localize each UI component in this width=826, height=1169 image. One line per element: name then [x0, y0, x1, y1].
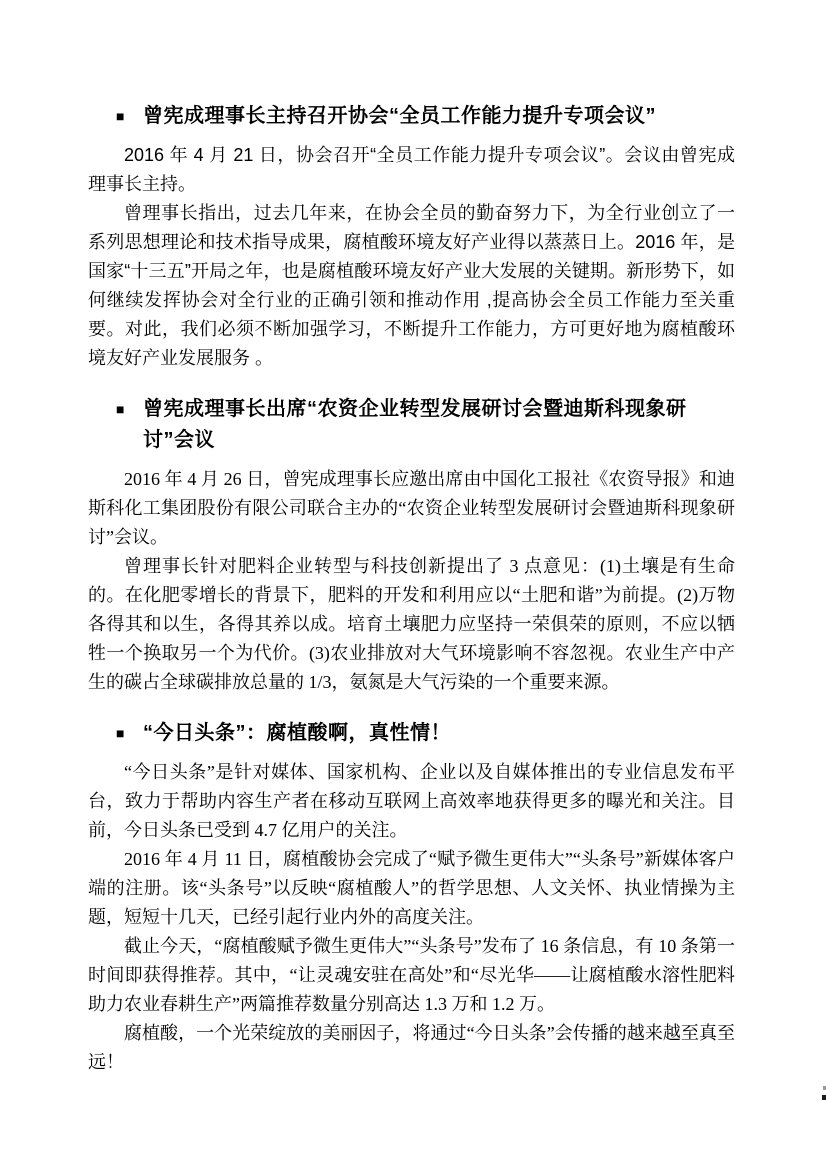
paragraph: 曾理事长指出，过去几年来，在协会全员的勤奋努力下，为全行业创立了一系列思想理论和技术指导成果，腐植酸环境友好产业得以蒸蒸日上。2016 年，是国家“十三五”开局之年，也是腐植酸环境友好产业大发展的关键期。新形势下，如何继续发挥协会对全行业的正确引领和推动作用 ,提高协会全员工作能力至关重要。对此，我们必须不断加强学习，不断提升工作能力，方可更好地为腐植酸环境友好产业发展服务 。 [88, 203, 735, 368]
paragraph: 2016 年 4 月 21 日，协会召开“全员工作能力提升专项会议”。会议由曾宪成理事长主持。 [88, 145, 735, 194]
paragraph: 曾理事长针对肥料企业转型与科技创新提出了 3 点意见：(1)土壤是有生命的。在化肥零增长的背景下，肥料的开发和利用应以“土肥和谐”为前提。(2)万物各得其和以生，各得其养以成。培育土壤肥力应坚持一荣俱荣的原则，不应以牺牲一个换取另一个为代价。(3)农业排放对大气环境影响不容忽视。农业生产中产生的碳占全球碳排放总量的 1/3，氨氮是大气污染的一个重要来源。 [88, 556, 735, 692]
section-heading [88, 101, 735, 132]
section-work-capability-meeting [88, 101, 735, 373]
paragraph: 2016 年 4 月 26 日，曾宪成理事长应邀出席由中国化工报社《农资导报》和迪斯科化工集团股份有限公司联合主办的“农资企业转型发展研讨会暨迪斯科现象研讨”会议。 [88, 469, 735, 547]
square-bullet-icon: ■ [116, 108, 125, 124]
paragraph: 截止今天，“腐植酸赋予微生更伟大”“头条号”发布了 16 条信息，有 10 条第一时间即获得推荐。其中，“让灵魂安驻在高处”和“尽光华——让腐植酸水溶性肥料助力农业春耕生产”两篇推荐数量分别高达 1.3 万和 1.2 万。 [88, 936, 735, 1014]
section-title: 曾宪成理事长出席“农资企业转型发展研讨会暨迪斯科现象研讨”会议 [143, 398, 687, 451]
section-heading [88, 718, 735, 749]
section-title: “今日头条”：腐植酸啊，真性情！ [143, 722, 451, 744]
scan-artifact [822, 1095, 826, 1100]
section-heading [88, 394, 735, 456]
paragraph: 2016 年 4 月 11 日，腐植酸协会完成了“赋予微生更伟大”“头条号”新媒体客户端的注册。该“头条号”以反映“腐植酸人”的哲学思想、人文关怀、执业情操为主题，短短十几天，已经引起行业内外的高度关注。 [88, 849, 735, 927]
paragraph: “今日头条”是针对媒体、国家机构、企业以及自媒体推出的专业信息发布平台，致力于帮助内容生产者在移动互联网上高效率地获得更多的曝光和关注。目前，今日头条已受到 4.7 亿用户的关注。 [88, 762, 735, 840]
square-bullet-icon: ■ [116, 401, 125, 417]
square-bullet-icon: ■ [116, 725, 125, 741]
section-agro-enterprise-symposium [88, 394, 735, 697]
section-title: 曾宪成理事长主持召开协会“全员工作能力提升专项会议” [143, 105, 656, 127]
section-jinri-toutiao [88, 718, 735, 1077]
paragraph: 腐植酸，一个光荣绽放的美丽因子，将通过“今日头条”会传播的越来越至真至远！ [88, 1023, 735, 1072]
